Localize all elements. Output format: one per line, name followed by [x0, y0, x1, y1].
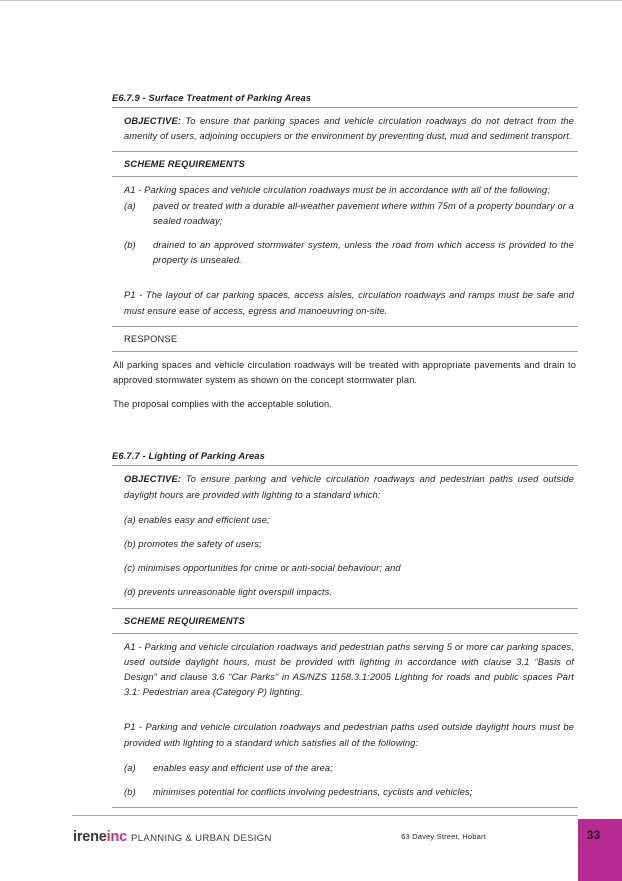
p1-paragraph: P1 - Parking and vehicle circulation roadways and pedestrian paths used outside daylight hours must be provided with lighting to a standard which satisfies all of the following:	[124, 722, 574, 748]
objective-item: (c) minimises opportunities for crime or anti-social behaviour; and	[124, 563, 401, 574]
scheme-requirements-label-block-e677	[112, 609, 578, 633]
p1-paragraph: P1 - The layout of car parking spaces, access aisles, circulation roadways and ramps must be safe and must ensure ease of access, egress and manoeuvring on-site.	[124, 290, 574, 316]
a1-item-text: drained to an approved stormwater system, unless the road from which access is provided to the property is unsealed.	[153, 240, 574, 266]
p1-item-text: minimises potential for conflicts involving pedestrians, cyclists and vehicles;	[153, 787, 473, 798]
a1-item-marker: (a)	[124, 200, 136, 211]
company-logo	[73, 828, 272, 846]
objective-block-e679	[112, 108, 578, 151]
objective-item: (d) prevents unreasonable light overspill impacts.	[124, 587, 333, 598]
scheme-requirements-label: SCHEME REQUIREMENTS	[124, 615, 246, 626]
scheme-requirements-label: SCHEME REQUIREMENTS	[124, 159, 246, 170]
footer-inner	[72, 816, 578, 856]
objective-item: (a) enables easy and efficient use;	[124, 514, 270, 525]
response-label-block-e679	[112, 327, 578, 351]
objective-block-e677	[112, 466, 578, 607]
p1-item	[112, 761, 578, 776]
p1-item-marker: (b)	[124, 787, 136, 798]
spacer	[112, 751, 578, 761]
objective-label: OBJECTIVE:	[124, 116, 186, 126]
objective-label: OBJECTIVE:	[124, 474, 186, 485]
response-paragraph: The proposal complies with the acceptable solution.	[113, 399, 333, 410]
document-page	[0, 1, 622, 881]
spacer	[112, 503, 578, 513]
logo-text-accent: inc	[106, 829, 128, 845]
p1-item-text: enables easy and efficient use of the area;	[153, 762, 333, 773]
page-number-badge	[578, 819, 622, 881]
objective-text: To ensure that parking spaces and vehicle circulation roadways do not detract from the amenity of users, adjoining occupiers or the environment by preventing dust, mud and sediment transport.	[124, 116, 574, 142]
a1-item-text: paved or treated with a durable all-weather pavement where within 75m of a property boundary or a sealed roadway;	[153, 200, 574, 226]
spacer	[112, 700, 578, 720]
a1-item-marker: (b)	[124, 240, 136, 251]
section-spacer	[112, 419, 578, 449]
response-body-e679	[112, 352, 578, 420]
section-e677	[112, 449, 578, 808]
logo-text-primary: irene	[73, 829, 107, 845]
objective-paragraph	[112, 114, 578, 144]
logo-tagline: PLANNING & URBAN DESIGN	[131, 833, 272, 844]
document-content	[112, 91, 578, 808]
p1-item	[112, 785, 578, 800]
acceptable-solution-block-e677	[112, 634, 578, 808]
objective-item: (b) promotes the safety of users;	[124, 539, 262, 550]
response-label: RESPONSE	[124, 333, 178, 344]
acceptable-solution-block-e679	[112, 177, 578, 325]
objective-text: To ensure parking and vehicle circulation roadways and pedestrian paths used outside daylight hours are provided with lighting to a standard which:	[124, 474, 574, 500]
a1-paragraph: A1 - Parking and vehicle circulation roadways and pedestrian paths serving 5 or more car parking spaces, used outside daylight hours, must be provided with lighting in accordance with clause 3.1 “Basis of Design” and clause 3.6 “Car Parks” in AS/NZS 1158.3.1:2005 Lighting for roads and public spaces Part 3.1: Pedestrian area (Category P) lighting.	[124, 641, 574, 698]
footer-address: 63 Davey Street, Hobart	[401, 832, 486, 841]
a1-item	[112, 238, 578, 268]
clause-heading-e679: E6.7.9 - Surface Treatment of Parking Areas	[112, 93, 312, 103]
section-e679	[112, 91, 578, 419]
a1-item	[112, 199, 578, 229]
page-footer	[72, 815, 578, 856]
divider	[112, 807, 578, 808]
response-paragraph: All parking spaces and vehicle circulation roadways will be treated with appropriate pavements and drain to approved stormwater system as shown on the concept stormwater plan.	[113, 359, 576, 386]
scheme-requirements-label-block-e679	[112, 152, 578, 176]
spacer	[112, 268, 578, 288]
a1-paragraph: A1 - Parking spaces and vehicle circulation roadways must be in accordance with all of the following;	[124, 185, 551, 196]
p1-item-marker: (a)	[124, 762, 136, 773]
objective-paragraph	[112, 472, 578, 502]
clause-heading-e677: E6.7.7 - Lighting of Parking Areas	[112, 451, 266, 462]
page-number: 33	[587, 830, 601, 842]
